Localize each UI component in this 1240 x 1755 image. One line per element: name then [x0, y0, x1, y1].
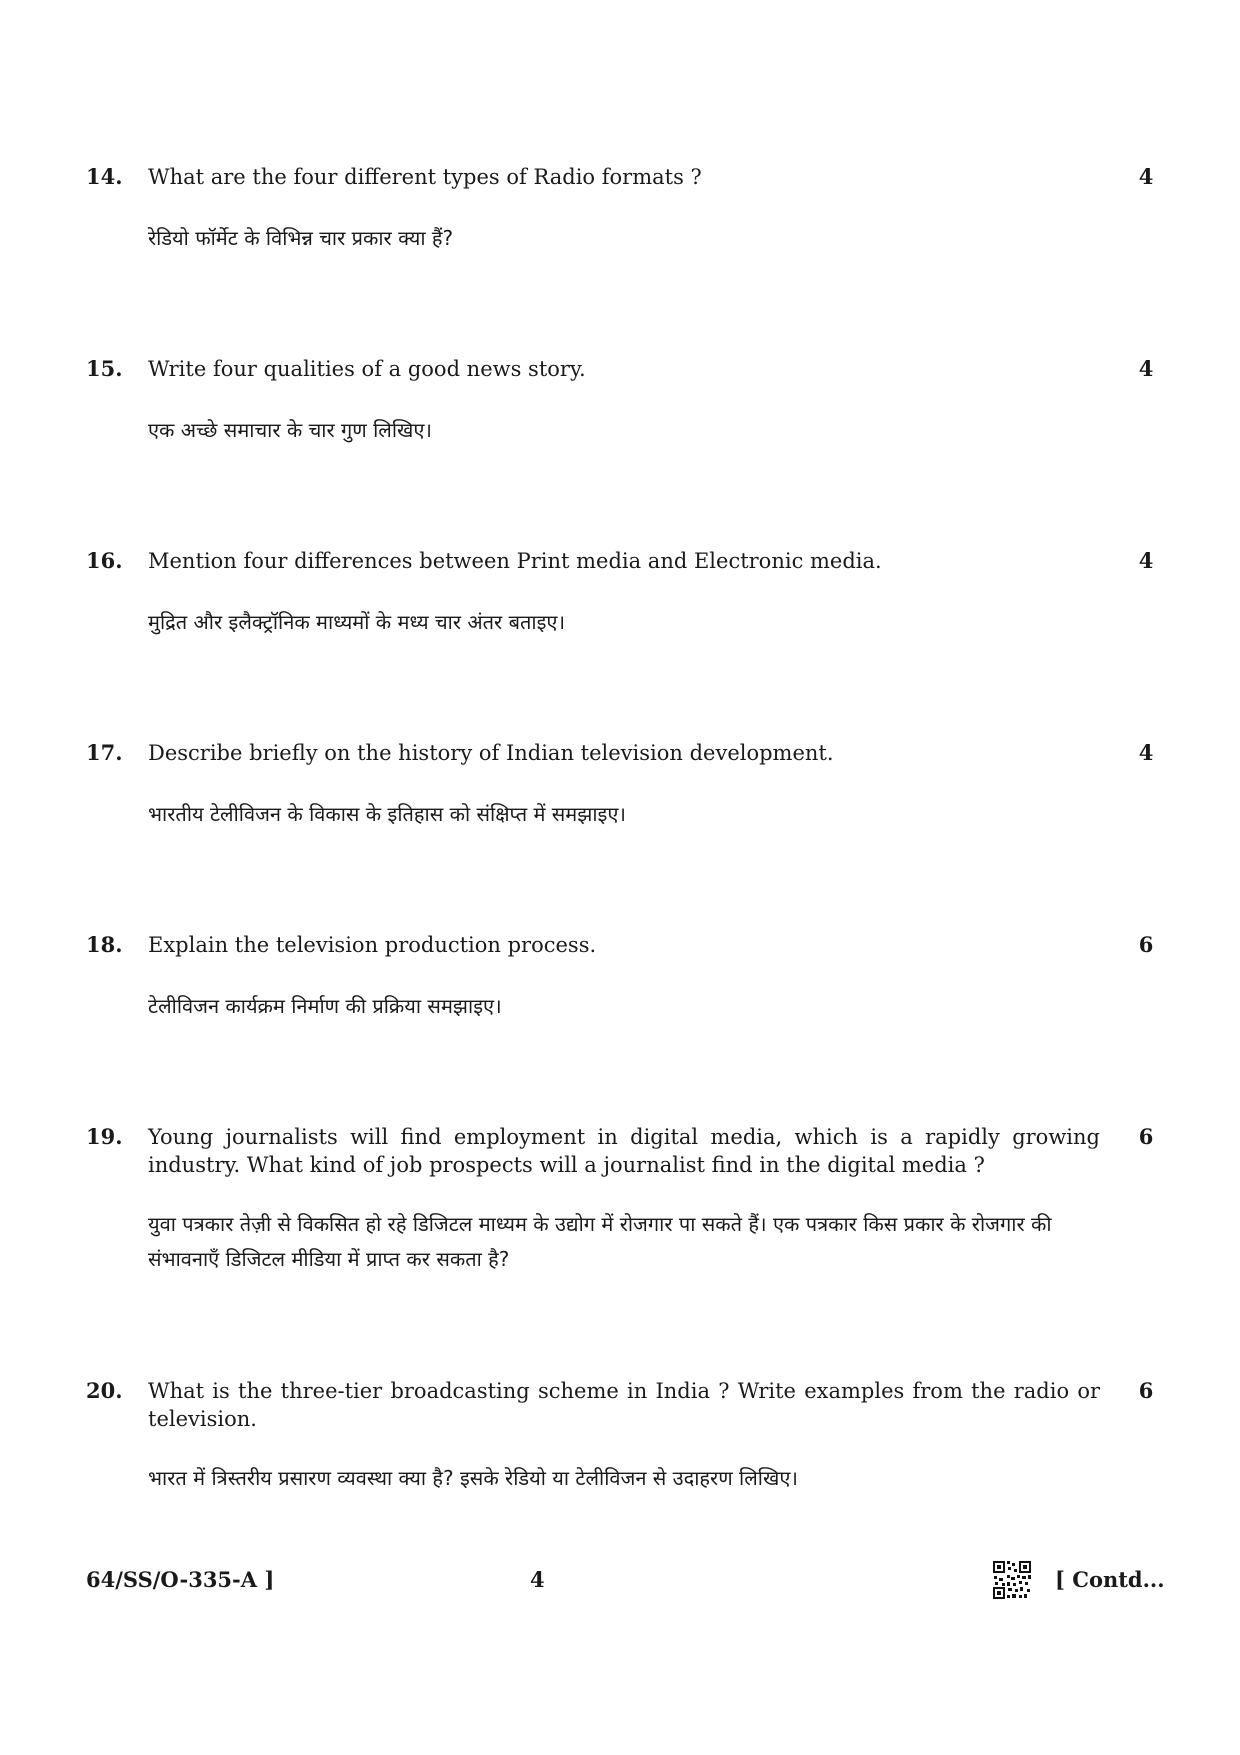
question-text-hindi: एक अच्छे समाचार के चार गुण लिखिए। [148, 418, 433, 442]
question-text-hindi: युवा पत्रकार तेज़ी से विकसित हो रहे डिजिटल माध्यम के उद्योग में रोजगार पा सकते हैं। एक पत्रकार किस प्रकार के रोजगार की संभावनाएँ डिजिटल मीडिया में प्राप्त कर सकता है? [148, 1212, 1052, 1271]
question-number: 16. [86, 548, 123, 573]
question-text-english: Explain the television production process. [148, 933, 597, 957]
question-marks: 6 [1138, 1124, 1154, 1149]
question-text-english: What is the three-tier broadcasting scheme in India ? Write examples from the radio or television. [148, 1379, 1100, 1431]
question-number: 19. [86, 1124, 123, 1149]
question-marks: 6 [1138, 1378, 1154, 1403]
question-marks: 4 [1138, 548, 1154, 573]
question-marks: 4 [1138, 740, 1154, 765]
continued-label: [ Contd... [1055, 1567, 1165, 1592]
question-number: 14. [86, 164, 123, 189]
question-number: 17. [86, 740, 123, 765]
question-marks: 4 [1138, 356, 1154, 381]
qr-code-icon [992, 1560, 1032, 1600]
question-text-english: What are the four different types of Radio formats ? [148, 165, 702, 189]
question-marks: 6 [1138, 932, 1154, 957]
question-text-hindi: भारतीय टेलीविजन के विकास के इतिहास को संक्षिप्त में समझाइए। [148, 802, 627, 826]
question-number: 20. [86, 1378, 123, 1403]
question-text-hindi: टेलीविजन कार्यक्रम निर्माण की प्रक्रिया समझाइए। [148, 994, 502, 1018]
question-text-hindi: रेडियो फॉर्मेट के विभिन्न चार प्रकार क्या हैं? [148, 226, 454, 250]
question-text-english: Mention four differences between Print media and Electronic media. [148, 549, 882, 573]
question-number: 15. [86, 356, 123, 381]
page-footer [0, 1560, 1240, 1600]
question-text-english: Describe briefly on the history of Indian television development. [148, 741, 834, 765]
question-number: 18. [86, 932, 123, 957]
question-text-hindi: भारत में त्रिस्तरीय प्रसारण व्यवस्था क्या है? इसके रेडियो या टेलीविजन से उदाहरण लिखिए। [148, 1466, 798, 1490]
question-marks: 4 [1138, 164, 1154, 189]
question-text-english: Young journalists will find employment in digital media, which is a rapidly growing industry. What kind of job prospects will a journalist find in the digital media ? [148, 1125, 1100, 1177]
paper-code: 64/SS/O-335-A ] [86, 1567, 275, 1592]
question-text-hindi: मुद्रित और इलैक्ट्रॉनिक माध्यमों के मध्य चार अंतर बताइए। [148, 610, 566, 634]
question-text-english: Write four qualities of a good news story. [148, 357, 586, 381]
page-number: 4 [530, 1567, 545, 1592]
